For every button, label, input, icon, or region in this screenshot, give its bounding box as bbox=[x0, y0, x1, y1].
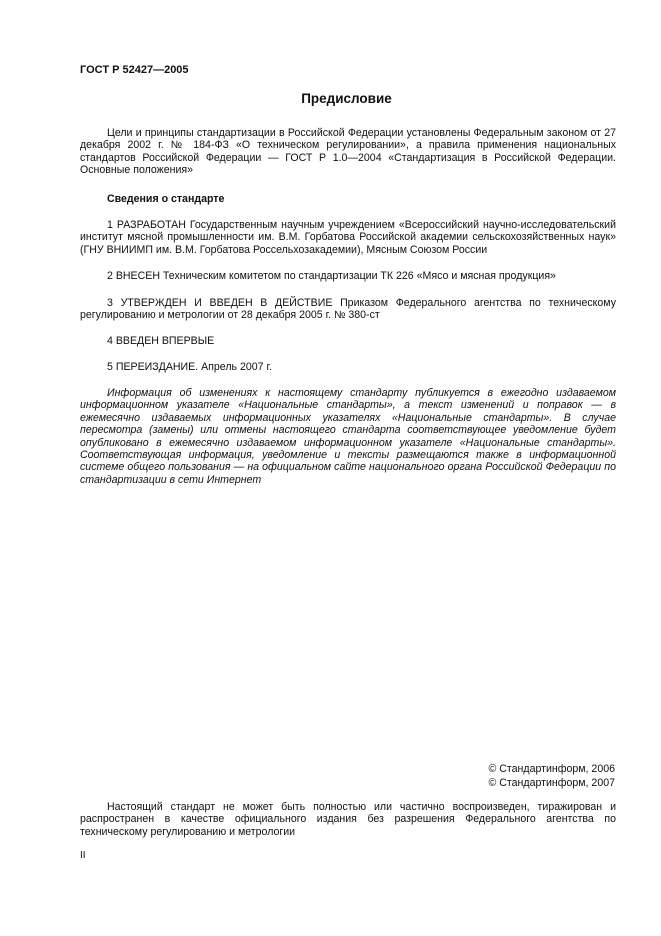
item-1-paragraph: 1 РАЗРАБОТАН Государственным научным учреждением «Всероссийский научно-исследовательский институт мясной промышленности им. В.М. Горбатова Российской академии сельскохозяйственных наук» (ГНУ ВНИИМП им. В.М. Горбатова Россельхозакадемии), Мясным Союзом России bbox=[80, 219, 616, 256]
intro-paragraph: Цели и принципы стандартизации в Российской Федерации установлены Федеральным законом от 27 декабря 2002 г. № 184-ФЗ «О техническом регулировании», а правила применения национальных стандартов Российской Федерации — ГОСТ Р 1.0—2004 «Стандартизация в Российской Федерации. Основные положения» bbox=[80, 127, 616, 177]
section-subheading: Сведения о стандарте bbox=[107, 193, 225, 205]
item-5-paragraph: 5 ПЕРЕИЗДАНИЕ. Апрель 2007 г. bbox=[107, 361, 273, 373]
item-2-paragraph: 2 ВНЕСЕН Техническим комитетом по стандартизации ТК 226 «Мясо и мясная продукция» bbox=[107, 270, 556, 282]
copyright-line: © Стандартинформ, 2006 bbox=[488, 763, 615, 775]
copyright-line: © Стандартинформ, 2007 bbox=[488, 777, 615, 789]
notice-paragraph: Настоящий стандарт не может быть полностью или частично воспроизведен, тиражирован и распространен в качестве официального издания без разрешения Федерального агентства по техническому регулированию и метрологии bbox=[80, 801, 616, 838]
page-number: II bbox=[80, 850, 86, 861]
item-4-paragraph: 4 ВВЕДЕН ВПЕРВЫЕ bbox=[107, 335, 215, 347]
page-title: Предисловие bbox=[301, 91, 392, 106]
item-3-paragraph: 3 УТВЕРЖДЕН И ВВЕДЕН В ДЕЙСТВИЕ Приказом Федерального агентства по техническому регулированию и метрологии от 28 декабря 2005 г. № 380-ст bbox=[80, 297, 616, 322]
info-paragraph: Информация об изменениях к настоящему стандарту публикуется в ежегодно издаваемом информационном указателе «Национальные стандарты», а текст изменений и поправок — в ежемесячно издаваемых информационных указателях «Национальные стандарты». В случае пересмотра (замены) или отмены настоящего стандарта соответствующее уведомление будет опубликовано в ежемесячно издаваемом информационном указателе «Национальные стандарты». Соответствующая информация, уведомление и тексты размещаются также в информационной системе общего пользования — на официальном сайте национального органа Российской Федерации по стандартизации в сети Интернет bbox=[80, 387, 616, 486]
document-header: ГОСТ Р 52427—2005 bbox=[80, 64, 189, 76]
